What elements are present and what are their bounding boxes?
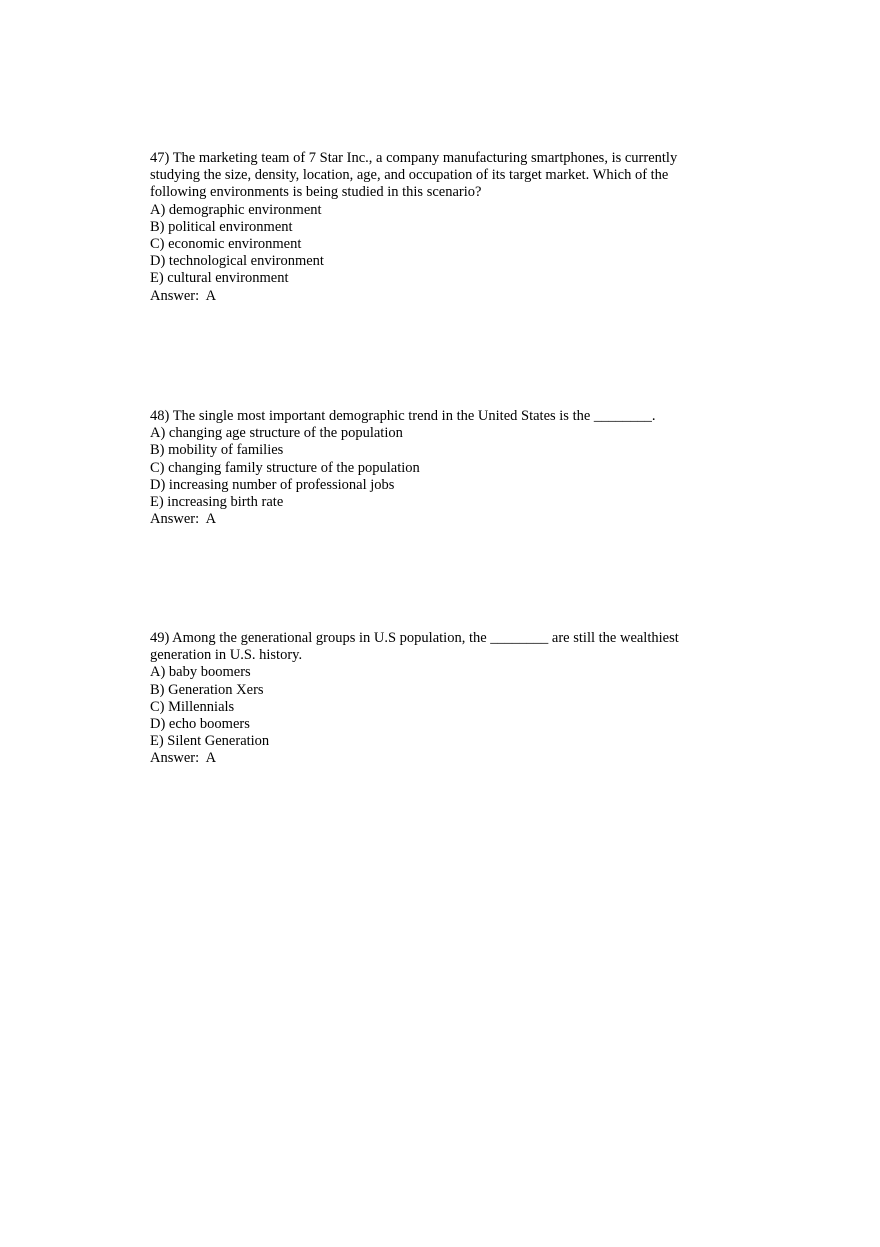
question-49 (150, 630, 710, 768)
option-b: B) Generation Xers (150, 681, 264, 698)
option-e: E) increasing birth rate (150, 494, 284, 511)
question-47 (150, 150, 710, 305)
answer-line: Answer: A (150, 511, 217, 528)
option-e: E) cultural environment (150, 270, 289, 287)
question-stem: 49) Among the generational groups in U.S population, the ________ are still the wealthiest generation in U.S. history. (150, 630, 679, 664)
question-stem: 47) The marketing team of 7 Star Inc., a company manufacturing smartphones, is currently studying the size, density, location, age, and occupation of its target market. Which of the following environments is being studied in this scenario? (150, 150, 678, 201)
option-b: B) political environment (150, 218, 293, 235)
option-e: E) Silent Generation (150, 733, 270, 750)
option-d: D) echo boomers (150, 716, 250, 733)
answer-line: Answer: A (150, 750, 217, 767)
option-c: C) Millennials (150, 698, 235, 715)
option-a: A) demographic environment (150, 201, 322, 218)
option-c: C) economic environment (150, 236, 302, 253)
option-d: D) technological environment (150, 253, 324, 270)
option-d: D) increasing number of professional jobs (150, 476, 395, 493)
option-b: B) mobility of families (150, 442, 284, 459)
option-c: C) changing family structure of the population (150, 459, 420, 476)
option-a: A) baby boomers (150, 664, 251, 681)
option-a: A) changing age structure of the population (150, 425, 403, 442)
answer-line: Answer: A (150, 287, 217, 304)
question-48 (150, 408, 710, 528)
question-stem: 48) The single most important demographic trend in the United States is the ________. (150, 408, 656, 424)
